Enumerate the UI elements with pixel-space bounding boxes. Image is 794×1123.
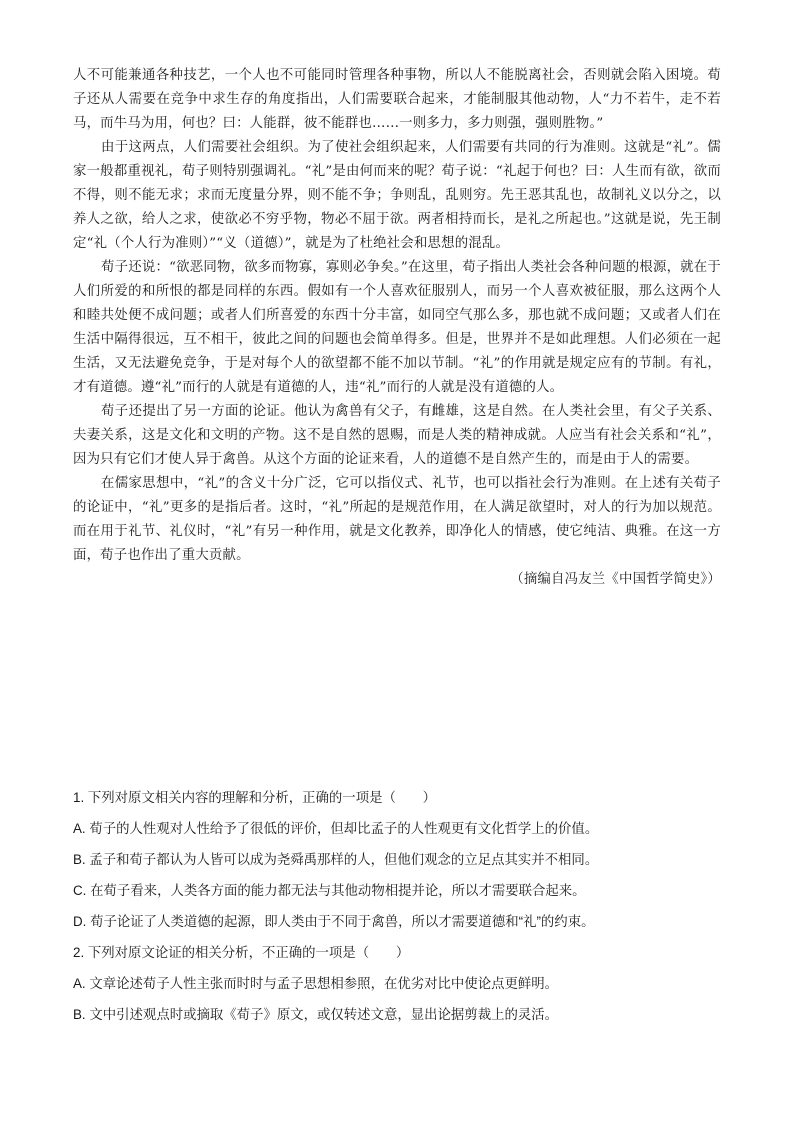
question-list bbox=[73, 782, 733, 1030]
question-1-option-a: A. 荀子的人性观对人性给予了很低的评价，但却比孟子的人性观更有文化哲学上的价值。 bbox=[73, 821, 599, 836]
passage-paragraph-2: 由于这两点，人们需要社会组织。为了使社会组织起来，人们需要有共同的行为准则。这就是“礼”。儒家一般都重视礼，荀子则特别强调礼。“礼”是由何而来的呢？荀子说：“礼起于何也？曰：人生而有欲，欲而不得，则不能无求；求而无度量分界，则不能不争；争则乱，乱则穷。先王恶其乱也，故制礼义以分之，以养人之欲，给人之求，使欲必不穷乎物，物必不屈于欲。两者相持而长，是礼之所起也。”这就是说，先王制定“礼（个人行为准则）”“义（道德）”，就是为了杜绝社会和思想的混乱。 bbox=[73, 140, 721, 251]
question-2-option-a: A. 文章论述荀子人性主张而时时与孟子思想相参照，在优劣对比中使论点更鲜明。 bbox=[73, 976, 559, 991]
question-2-stem: 2. 下列对原文论证的相关分析，不正确的一项是（ ） bbox=[73, 945, 410, 960]
question-1-option-c: C. 在荀子看来，人类各方面的能力都无法与其他动物相提并论，所以才需要联合起来。 bbox=[73, 883, 586, 898]
question-1-option-d: D. 荀子论证了人类道德的起源，即人类由于不同于禽兽，所以才需要道德和“礼”的约束。 bbox=[73, 914, 595, 929]
passage-source: （摘编自冯友兰《中国哲学简史》） bbox=[510, 572, 721, 587]
passage-paragraph-4: 荀子还提出了另一方面的论证。他认为禽兽有父子，有雌雄，这是自然。在人类社会里，有父子关系、夫妻关系，这是文化和文明的产物。这不是自然的恩赐，而是人类的精神成就。人应当有社会关系和“礼”，因为只有它们才使人异于禽兽。从这个方面的论证来看，人的道德不是自然产生的，而是由于人的需要。 bbox=[73, 404, 721, 467]
passage-paragraph-1: 人不可能兼通各种技艺，一个人也不可能同时管理各种事物，所以人不能脱离社会，否则就会陷入困境。荀子还从人需要在竞争中求生存的角度指出，人们需要联合起来，才能制服其他动物，人“力不若牛，走不若马，而牛马为用，何也？曰：人能群，彼不能群也……一则多力，多力则强，强则胜物。” bbox=[73, 68, 721, 131]
question-2-option-b: B. 文中引述观点时或摘取《荀子》原文，或仅转述文意，显出论据剪裁上的灵活。 bbox=[73, 1007, 559, 1022]
reading-passage bbox=[73, 64, 721, 592]
question-1-stem: 1. 下列对原文相关内容的理解和分析，正确的一项是（ ） bbox=[73, 790, 437, 805]
passage-paragraph-5: 在儒家思想中，“礼”的含义十分广泛，它可以指仪式、礼节，也可以指社会行为准则。在上述有关荀子的论证中，“礼”更多的是指后者。这时，“礼”所起的是规范作用，在人满足欲望时，对人的行为加以规范。而在用于礼节、礼仪时，“礼”有另一种作用，就是文化教养，即净化人的情感，使它纯洁、典雅。在这一方面，荀子也作出了重大贡献。 bbox=[73, 476, 721, 563]
passage-paragraph-3: 荀子还说：“欲恶同物，欲多而物寡，寡则必争矣。”在这里，荀子指出人类社会各种问题的根源，就在于人们所爱的和所恨的都是同样的东西。假如有一个人喜欢征服别人，而另一个人喜欢被征服，那么这两个人和睦共处便不成问题；或者人们所喜爱的东西十分丰富，如同空气那么多，那也就不成问题；又或者人们在生活中隔得很远，互不相干，彼此之间的问题也会简单得多。但是，世界并不是如此理想。人们必须在一起生活，又无法避免竞争，于是对每个人的欲望都不能不加以节制。“礼”的作用就是规定应有的节制。有礼，才有道德。遵“礼”而行的人就是有道德的人，违“礼”而行的人就是没有道德的人。 bbox=[73, 260, 721, 395]
question-1-option-b: B. 孟子和荀子都认为人皆可以成为尧舜禹那样的人，但他们观念的立足点其实并不相同。 bbox=[73, 852, 599, 867]
